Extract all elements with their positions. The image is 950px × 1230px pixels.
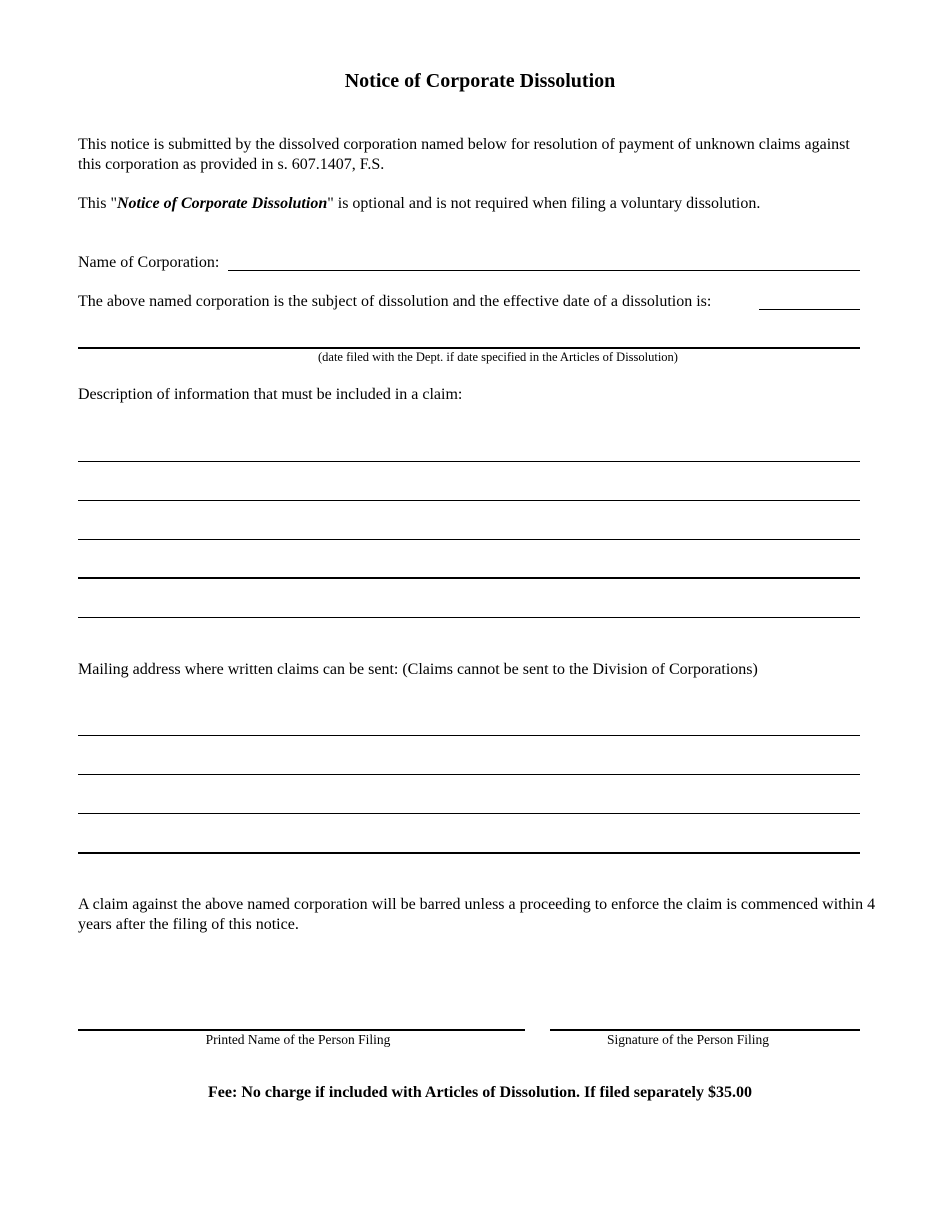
claim-bar-notice: A claim against the above named corporation will be barred unless a proceeding to enforce the claim is commenced within 4 years after the filing of this notice.	[78, 896, 876, 933]
printed-name-caption: Printed Name of the Person Filing	[205, 1032, 391, 1047]
claim-info-label: Description of information that must be included in a claim:	[78, 386, 463, 403]
signature-caption: Signature of the Person Filing	[607, 1032, 769, 1047]
effective-date-field[interactable]	[759, 291, 860, 310]
printed-name-line[interactable]	[78, 1029, 525, 1031]
date-line[interactable]	[78, 347, 860, 349]
mailing-address-line-3[interactable]	[78, 813, 860, 814]
optional-note-suffix: " is optional and is not required when filing a voluntary dissolution.	[327, 195, 761, 212]
mailing-address-line-1[interactable]	[78, 735, 860, 736]
corporation-name-field[interactable]	[228, 252, 860, 271]
claim-info-line-1[interactable]	[78, 461, 860, 462]
claim-info-line-2[interactable]	[78, 500, 860, 501]
claim-info-line-5[interactable]	[78, 617, 860, 618]
mailing-address-label: Mailing address where written claims can be sent: (Claims cannot be sent to the Division of Corporations)	[78, 661, 758, 678]
optional-note-prefix: This "	[78, 195, 117, 212]
claim-info-line-3[interactable]	[78, 539, 860, 540]
effective-date-label: The above named corporation is the subject of dissolution and the effective date of a dissolution is:	[78, 293, 712, 310]
optional-note	[78, 194, 878, 214]
date-caption: (date filed with the Dept. if date specified in the Articles of Dissolution)	[318, 350, 678, 364]
fee-notice: Fee: No charge if included with Articles of Dissolution. If filed separately $35.00	[208, 1084, 752, 1101]
intro-paragraph: This notice is submitted by the dissolved corporation named below for resolution of payment of unknown claims against this corporation as provided in s. 607.1407, F.S.	[78, 136, 850, 173]
optional-note-emphasis: Notice of Corporate Dissolution	[116, 195, 328, 212]
claim-info-line-4[interactable]	[78, 577, 860, 579]
signature-line[interactable]	[550, 1029, 860, 1031]
mailing-address-line-4[interactable]	[78, 852, 860, 854]
mailing-address-line-2[interactable]	[78, 774, 860, 775]
page-title: Notice of Corporate Dissolution	[344, 70, 616, 92]
corporation-name-label: Name of Corporation:	[78, 254, 220, 271]
